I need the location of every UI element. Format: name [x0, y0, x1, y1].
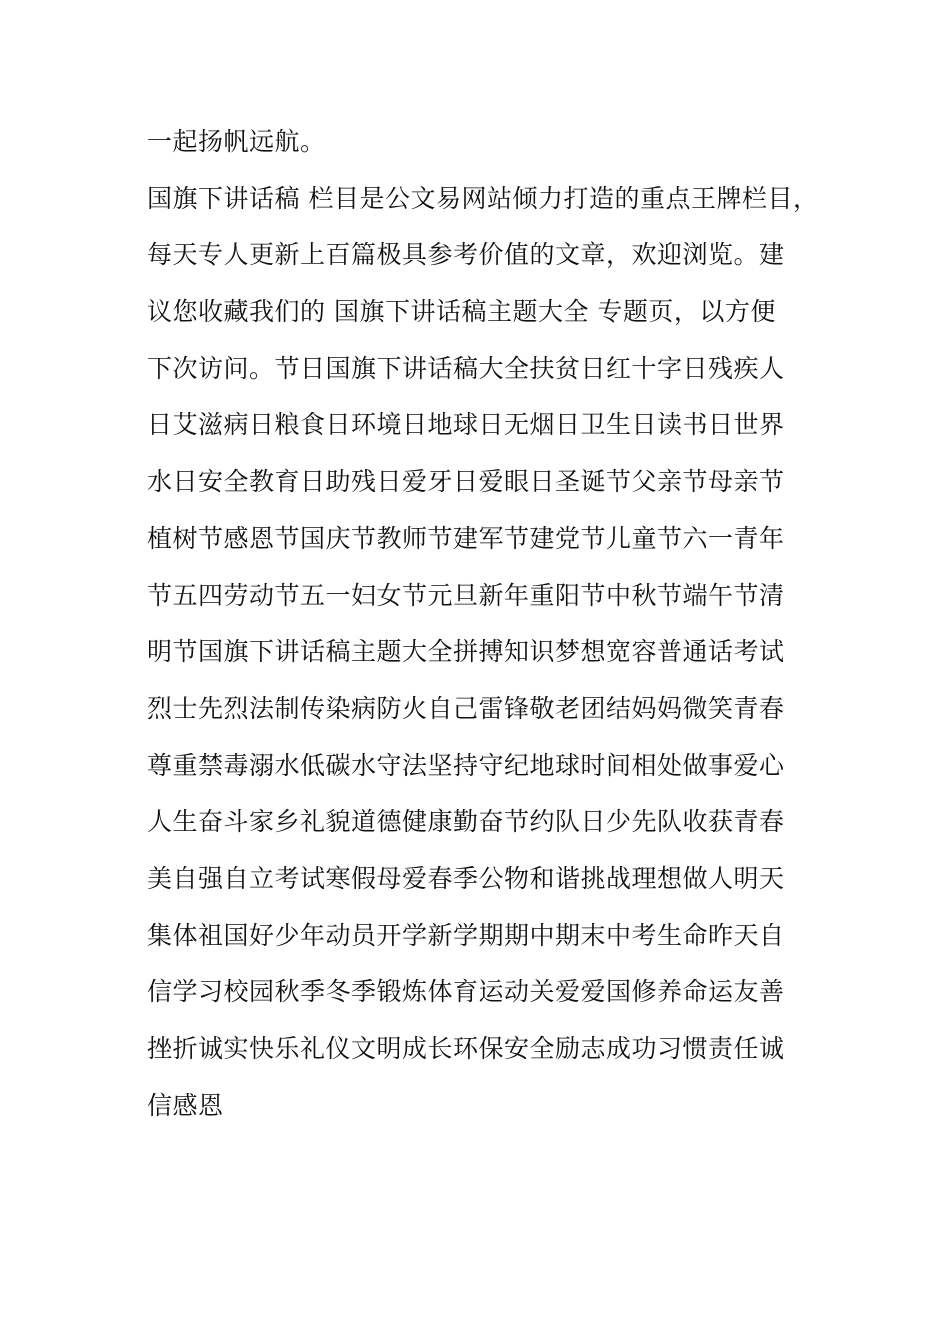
text-line: 每天专人更新上百篇极具参考价值的文章，欢迎浏览。建: [147, 240, 785, 270]
text-line: 水日安全教育日助残日爱牙日爱眼日圣诞节父亲节母亲节: [147, 467, 785, 497]
text-line: 日艾滋病日粮食日环境日地球日无烟日卫生日读书日世界: [147, 410, 785, 440]
text-line: 挫折诚实快乐礼仪文明成长环保安全励志成功习惯责任诚: [147, 1034, 785, 1063]
text-line: 信感恩: [147, 1090, 224, 1120]
text-line: 人生奋斗家乡礼貌道德健康勤奋节约队日少先队收获青春: [147, 807, 785, 837]
text-line: 议您收藏我们的 国旗下讲话稿主题大全 专题页，以方便: [147, 297, 776, 327]
text-line: 下次访问。节日国旗下讲话稿大全扶贫日红十字日残疾人: [147, 353, 785, 383]
text-line: 植树节感恩节国庆节教师节建军节建党节儿童节六一青年: [147, 523, 785, 553]
text-line: 节五四劳动节五一妇女节元旦新年重阳节中秋节端午节清: [147, 580, 785, 610]
text-line: 集体祖国好少年动员开学新学期期中期末中考生命昨天自: [147, 920, 785, 950]
text-line: 国旗下讲话稿 栏目是公文易网站倾力打造的重点王牌栏目，: [147, 183, 819, 213]
text-line: 尊重禁毒溺水低碳水守法坚持守纪地球时间相处做事爱心: [147, 750, 785, 780]
text-line: 美自强自立考试寒假母爱春季公物和谐挑战理想做人明天: [147, 863, 785, 893]
text-line: 信学习校园秋季冬季锻炼体育运动关爱爱国修养命运友善: [147, 977, 785, 1007]
text-line: 明节国旗下讲话稿主题大全拼搏知识梦想宽容普通话考试: [147, 637, 785, 667]
text-line: 一起扬帆远航。: [147, 127, 326, 156]
text-line: 烈士先烈法制传染病防火自己雷锋敬老团结妈妈微笑青春: [147, 693, 785, 723]
body-text: [147, 114, 827, 1134]
